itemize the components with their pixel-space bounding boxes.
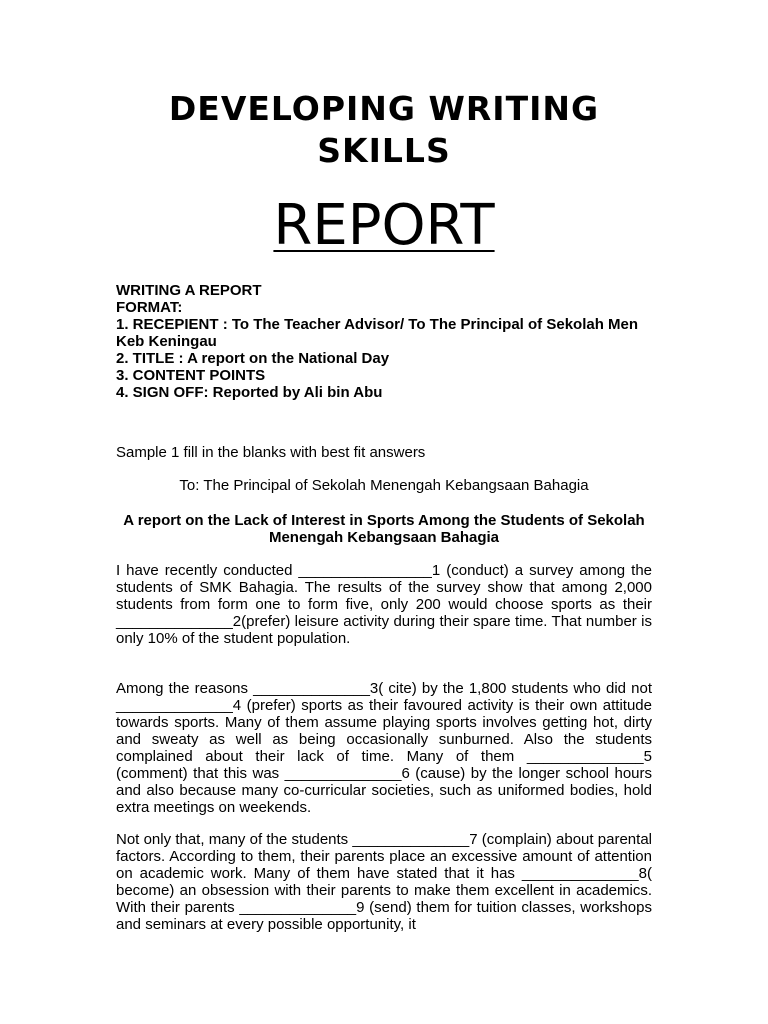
heading-line-2: SKILLS [317, 131, 451, 170]
format-item: 1. RECEPIENT : To The Teacher Advisor/ To The Principal of Sekolah Men Keb Keningau [116, 316, 639, 350]
report-word-text: REPORT [273, 193, 495, 258]
format-label: FORMAT: [116, 299, 183, 316]
document-heading [116, 88, 652, 172]
format-item: 3. CONTENT POINTS [116, 367, 266, 384]
paragraph-3: Not only that, many of the students ______________7 (complain) about parental factors. According to them, their parents place an excessive amount of attention on academic work. Many of them have stated that it has ______________8( become) an obsession with their parents to make them excellent in academics. With their parents ______________9 (send) them for tuition classes, workshops and seminars at every possible opportunity, it [116, 831, 652, 933]
report-title: A report on the Lack of Interest in Sports Among the Students of Sekolah Menengah Kebangsaan Bahagia [123, 512, 645, 546]
format-item: 2. TITLE : A report on the National Day [116, 350, 390, 367]
report-title-word [116, 192, 652, 260]
sample-instruction: Sample 1 fill in the blanks with best fit answers [116, 444, 426, 461]
format-section-title: WRITING A REPORT [116, 282, 262, 299]
format-section [116, 282, 652, 401]
heading-line-1: DEVELOPING WRITING [168, 89, 600, 128]
paragraph-1: I have recently conducted ________________1 (conduct) a survey among the students of SMK Bahagia. The results of the survey show that among 2,000 students from form one to form five, only 200 would choose sports as their ______________2(prefer) leisure activity during their spare time. That number is only 10% of the student population. [116, 562, 652, 647]
format-item: 4. SIGN OFF: Reported by Ali bin Abu [116, 384, 383, 401]
paragraph-2: Among the reasons ______________3( cite) by the 1,800 students who did not ______________4 (prefer) sports as their favoured activity is their own attitude towards sports. Many of them assume playing sports involves getting hot, dirty and sweaty as well as being occasionally sunburned. Also the students complained about their lack of time. Many of them ______________5 (comment) that this was ______________6 (cause) by the longer school hours and also because many co-curricular societies, such as uniformed bodies, hold extra meetings on weekends. [116, 680, 652, 816]
recipient-line: To: The Principal of Sekolah Menengah Kebangsaan Bahagia [179, 477, 589, 494]
